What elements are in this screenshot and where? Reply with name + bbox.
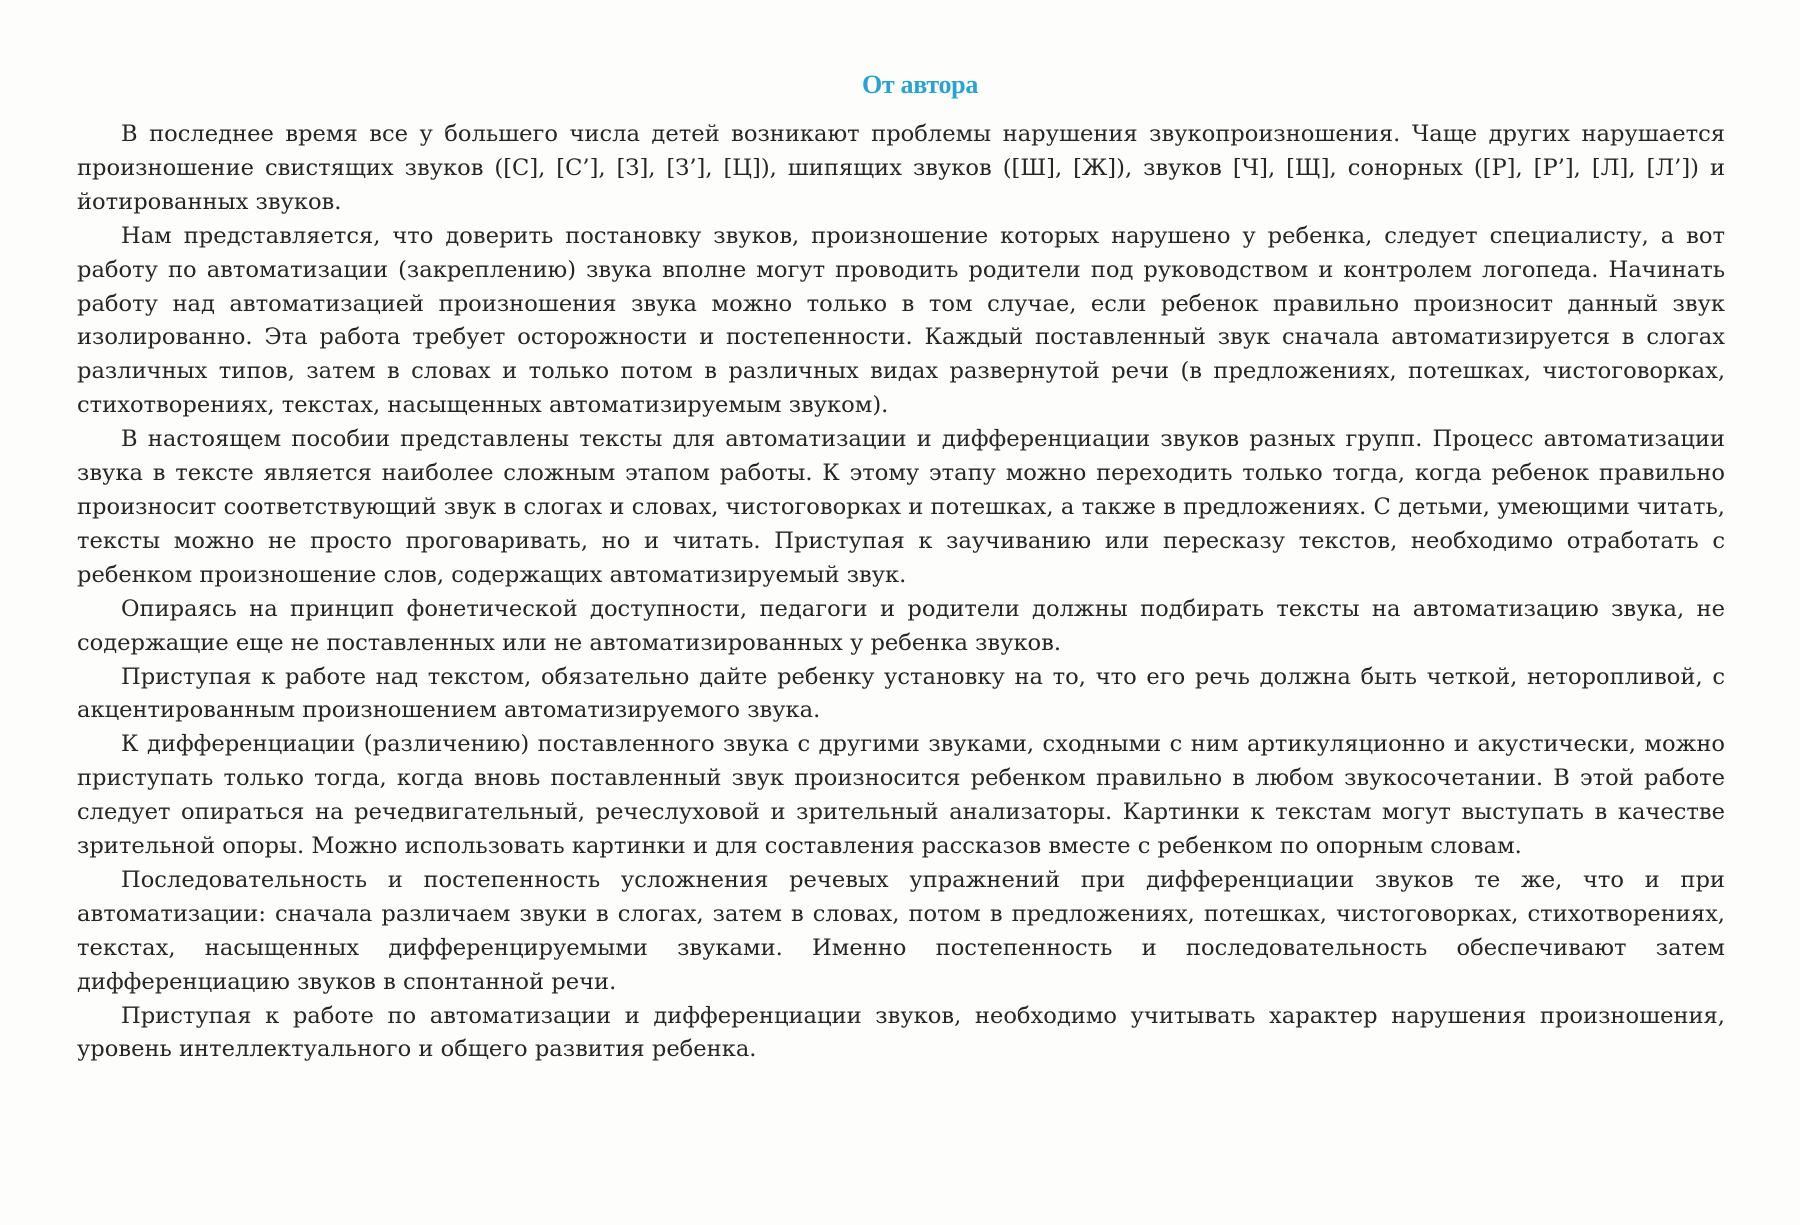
paragraph-2: Нам представляется, что доверить постановку звуков, произношение которых нарушено у ребенка, следует специалисту, а вот работу по автоматизации (закреплению) звука вполне могут проводить родители под руководством и контролем логопеда. Начинать работу над автоматизацией произношения звука можно только в том случае, если ребенок правильно произносит данный звук изолированно. Эта работа требует осторожности и постепенности. Каждый поставленный звук сначала автоматизируется в слогах различных типов, затем в словах и только потом в различных видах развернутой речи (в предложениях, потешках, чистоговорках, стихотворениях, текстах, насыщенных автоматизируемым звуком).: [77, 222, 1725, 419]
paragraph-8: Приступая к работе по автоматизации и дифференциации звуков, необходимо учитывать характер нарушения произношения, уровень интеллектуального и общего развития ребенка.: [77, 1002, 1725, 1063]
paragraph-6: К дифференциации (различению) поставленного звука с другими звуками, сходными с ним артикуляционно и акустически, можно приступать только тогда, когда вновь поставленный звук произносится ребенком правильно в любом звукосочетании. В этой работе следует опираться на речедвигательный, речеслуховой и зрительный анализаторы. Картинки к текстам могут выступать в качестве зрительной опоры. Можно использовать картинки и для составления рассказов вместе с ребенком по опорным словам.: [77, 731, 1725, 860]
paragraph-4: Опираясь на принцип фонетической доступности, педагоги и родители должны подбирать тексты на автоматизацию звука, не содержащие еще не поставленных или не автоматизированных у ребенка звуков.: [77, 595, 1725, 656]
paragraph-7: Последовательность и постепенность усложнения речевых упражнений при дифференциации звуков те же, что и при автоматизации: сначала различаем звуки в слогах, затем в словах, потом в предложениях, потешках, чистоговорках, стихотворениях, текстах, насыщенных дифференцируемыми звуками. Именно постепенность и последовательность обеспечивают затем дифференциацию звуков в спонтанной речи.: [77, 866, 1725, 995]
page-title: От автора: [861, 70, 979, 99]
paragraph-3: В настоящем пособии представлены тексты для автоматизации и дифференциации звуков разных групп. Процесс автоматизации звука в тексте является наиболее сложным этапом работы. К этому этапу можно переходить только тогда, когда ребенок правильно произносит соответствующий звук в слогах и словах, чистоговорках и потешках, а также в предложениях. С детьми, умеющими читать, тексты можно не просто проговаривать, но и читать. Приступая к заучиванию или пересказу текстов, необходимо отработать с ребенком произношение слов, содержащих автоматизируемый звук.: [77, 426, 1725, 588]
paragraph-1: В последнее время все у большего числа детей возникают проблемы нарушения звукопроизношения. Чаще других нарушается произношение свистящих звуков ([С], [С’], [З], [З’], [Ц]), шипящих звуков ([Ш], [Ж]), звуков [Ч], [Щ], сонорных ([Р], [Р’], [Л], [Л’]) и йотированных звуков.: [77, 121, 1725, 215]
paragraph-5: Приступая к работе над текстом, обязательно дайте ребенку установку на то, что его речь должна быть четкой, неторопливой, с акцентированным произношением автоматизируемого звука.: [77, 663, 1725, 724]
body-text: [77, 118, 1725, 1067]
